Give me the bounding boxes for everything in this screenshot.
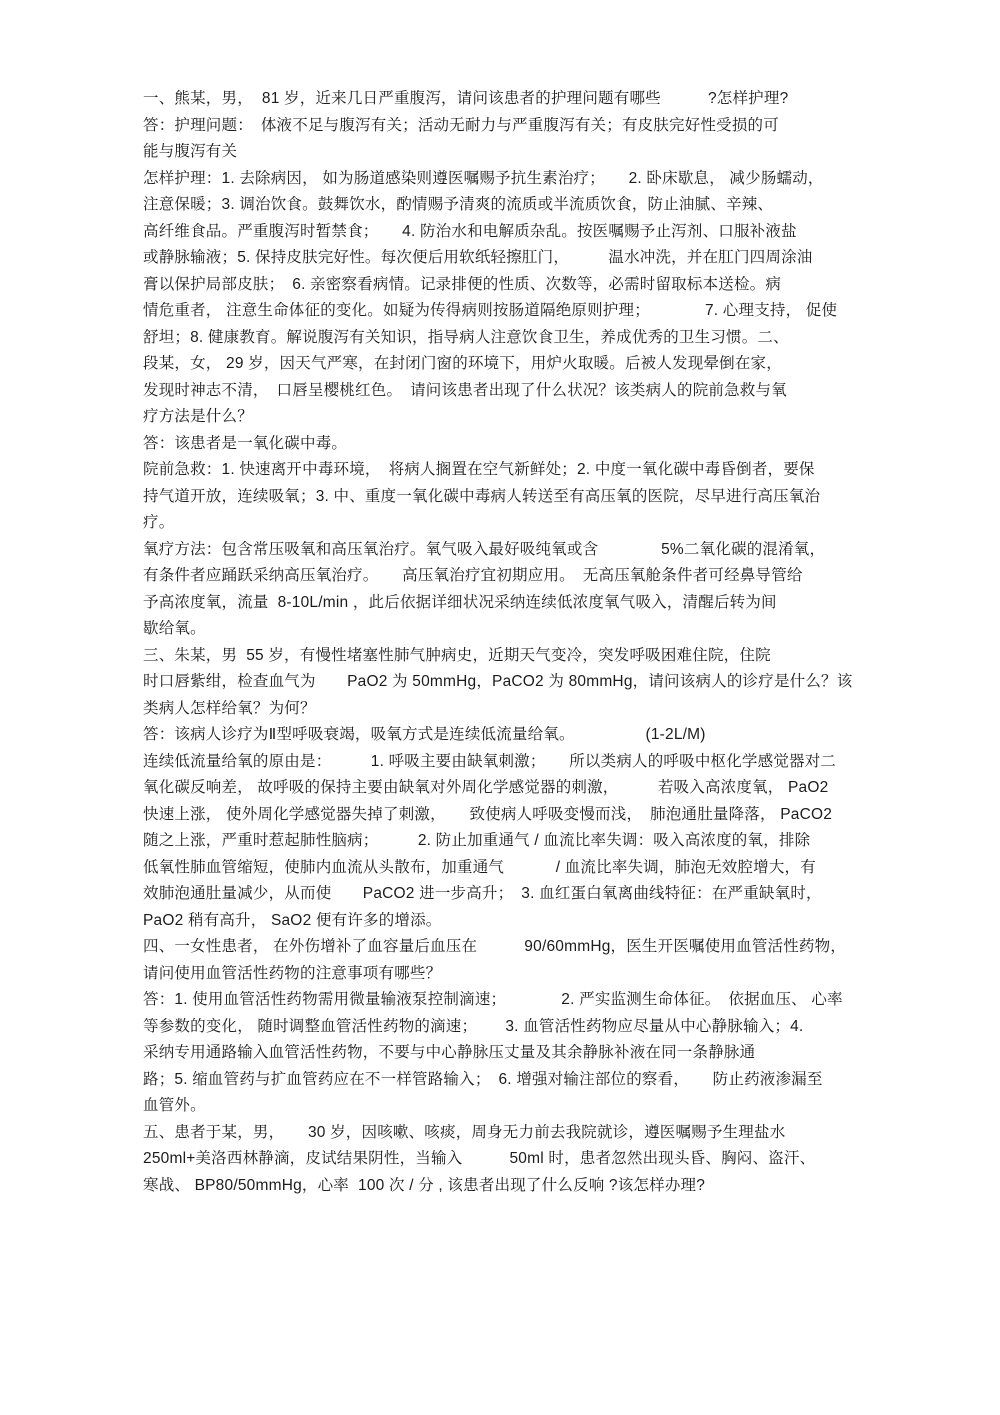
- text-line: 250ml+美洛西林静滴，皮试结果阴性，当输入 50ml 时，患者忽然出现头昏、胸闷、盗汗、: [143, 1150, 816, 1167]
- text-line: 连续低流量给氧的原由是： 1. 呼吸主要由缺氧刺激； 所以类病人的呼吸中枢化学感觉器对二: [143, 752, 837, 770]
- paragraph-question-3: [143, 643, 873, 723]
- text-line: 氧化碳反响差， 故呼吸的保持主要由缺氧对外周化学感觉器的刺激， 若吸入高浓度氧， PaO2: [143, 779, 829, 796]
- paragraph-answer-3: [143, 722, 873, 934]
- text-line: 怎样护理：1. 去除病因， 如为肠道感染则遵医嘱赐予抗生素治疗； 2. 卧床歇息， 减少肠蠕动，: [143, 169, 824, 187]
- text-line: 随之上涨，严重时惹起肺性脑病； 2. 防止加重通气 / 血流比率失调：吸入高浓度的氧，排除: [143, 832, 811, 849]
- text-line: 注意保暖；3. 调治饮食。鼓舞饮水，酌情赐予清爽的流质或半流质饮食，防止油腻、辛辣、: [143, 196, 774, 213]
- text-line: 歇给氧。: [143, 620, 206, 637]
- text-line: 疗方法是什么？: [143, 408, 253, 425]
- text-line: 或静脉输液；5. 保持皮肤完好性。每次便后用软纸轻擦肛门， 温水冲洗，并在肛门四周涂油: [143, 249, 813, 266]
- text-line: 寒战、 BP80/50mmHg，心率 100 次 / 分 , 该患者出现了什么反响 ?该怎样办理?: [143, 1176, 706, 1194]
- text-line: 一、熊某，男， 81 岁，近来几日严重腹泻，请问该患者的护理问题有哪些 ?怎样护理?: [143, 90, 789, 107]
- text-line: 院前急救：1. 快速离开中毒环境， 将病人搁置在空气新鲜处；2. 中度一氧化碳中毒昏倒者，要保: [143, 461, 815, 478]
- text-line: 舒坦；8. 健康教育。解说腹泻有关知识，指导病人注意饮食卫生，养成优秀的卫生习惯。二、: [143, 328, 789, 346]
- text-line: 氧疗方法：包含常压吸氧和高压氧治疗。氧气吸入最好吸纯氧或含 5%二氧化碳的混淆氧，: [143, 540, 826, 558]
- paragraph-answer-2-prehospital: [143, 457, 873, 537]
- text-line: 发现时神志不清， 口唇呈樱桃红色。 请问该患者出现了什么状况？该类病人的院前急救与氧: [143, 381, 787, 399]
- text-line: 采纳专用通路输入血管活性药物，不要与中心静脉压丈量及其余静脉补液在同一条静脉通: [143, 1044, 756, 1061]
- text-line: 快速上涨， 使外周化学感觉器失掉了刺激， 致使病人呼吸变慢而浅， 肺泡通肚量降落， PaCO2: [143, 805, 833, 823]
- text-line: 路；5. 缩血管药与扩血管药应在不一样管路输入； 6. 增强对输注部位的察看， 防止药液渗漏至: [143, 1070, 823, 1088]
- text-line: PaO2 稍有高升， SaO2 便有许多的增添。: [143, 911, 442, 929]
- paragraph-answer-2-oxygen-therapy: [143, 537, 873, 643]
- text-line: 高纤维食品。严重腹泻时暂禁食； 4. 防治水和电解质杂乱。按医嘱赐予止泻剂、口服补液盐: [143, 222, 797, 240]
- text-line: 答：1. 使用血管活性药物需用微量输液泵控制滴速； 2. 严实监测生命体征。 依据血压、 心率: [143, 991, 843, 1008]
- text-line: 答：该病人诊疗为Ⅱ型呼吸衰竭，吸氧方式是连续低流量给氧。 (1-2L/M): [143, 726, 706, 743]
- text-line: 有条件者应踊跃采纳高压氧治疗。 高压氧治疗宜初期应用。 无高压氧舱条件者可经鼻导管给: [143, 567, 803, 584]
- paragraph-question-4: [143, 934, 873, 987]
- text-line: 请问使用血管活性药物的注意事项有哪些？: [143, 964, 442, 982]
- text-line: 效肺泡通肚量减少，从而使 PaCO2 进一步高升； 3. 血红蛋白氧离曲线特征：在严重缺氧时，: [143, 885, 822, 902]
- text-line: 四、一女性患者， 在外伤增补了血容量后血压在 90/60mmHg，医生开医嘱使用血管活性药物，: [143, 938, 847, 955]
- text-line: 答：该患者是一氧化碳中毒。: [143, 434, 348, 452]
- text-line: 血管外。: [143, 1097, 206, 1114]
- text-line: 能与腹泻有关: [143, 143, 238, 160]
- text-line: 膏以保护局部皮肤； 6. 亲密察看病情。记录排便的性质、次数等，必需时留取标本送检。病: [143, 275, 782, 293]
- text-line: 低氧性肺血管缩短，使肺内血流从头散布，加重通气 / 血流比率失调，肺泡无效腔增大，有: [143, 858, 816, 876]
- text-line: 情危重者， 注意生命体征的变化。如疑为传得病则按肠道隔绝原则护理； 7. 心理支持， 促使: [143, 302, 838, 319]
- document-body: [143, 86, 873, 1199]
- paragraph-answer-1-care-and-question-2: [143, 166, 873, 431]
- paragraph-question-1: [143, 86, 873, 113]
- text-line: 答：护理问题： 体液不足与腹泻有关；活动无耐力与严重腹泻有关；有皮肤完好性受损的可: [143, 116, 779, 134]
- text-line: 段某，女， 29 岁，因天气严寒，在封闭门窗的环境下，用炉火取暖。后被人发现晕倒在家，: [143, 355, 782, 372]
- text-line: 等参数的变化， 随时调整血管活性药物的滴速； 3. 血管活性药物应尽量从中心静脉输入；4.: [143, 1017, 804, 1035]
- text-line: 三、朱某，男 55 岁，有慢性堵塞性肺气肿病史，近期天气变冷，突发呼吸困难住院，住院: [143, 646, 771, 664]
- paragraph-answer-1-problems: [143, 113, 873, 166]
- text-line: 疗。: [143, 514, 175, 531]
- text-line: 予高浓度氧，流量 8-10L/min ，此后依据详细状况采纳连续低浓度氧气吸入，清醒后转为间: [143, 593, 777, 611]
- paragraph-answer-2-diagnosis: [143, 431, 873, 458]
- text-line: 持气道开放，连续吸氧；3. 中、重度一氧化碳中毒病人转送至有高压氧的医院，尽早进行高压氧治: [143, 487, 821, 505]
- paragraph-answer-4: [143, 987, 873, 1120]
- text-line: 时口唇紫绀，检查血气为 PaO2 为 50mmHg，PaCO2 为 80mmHg，请问该病人的诊疗是什么？该: [143, 673, 853, 690]
- paragraph-question-5: [143, 1120, 873, 1200]
- text-line: 类病人怎样给氧？为何？: [143, 699, 316, 717]
- text-line: 五、患者于某，男， 30 岁，因咳嗽、咳痰，周身无力前去我院就诊，遵医嘱赐予生理盐水: [143, 1123, 786, 1141]
